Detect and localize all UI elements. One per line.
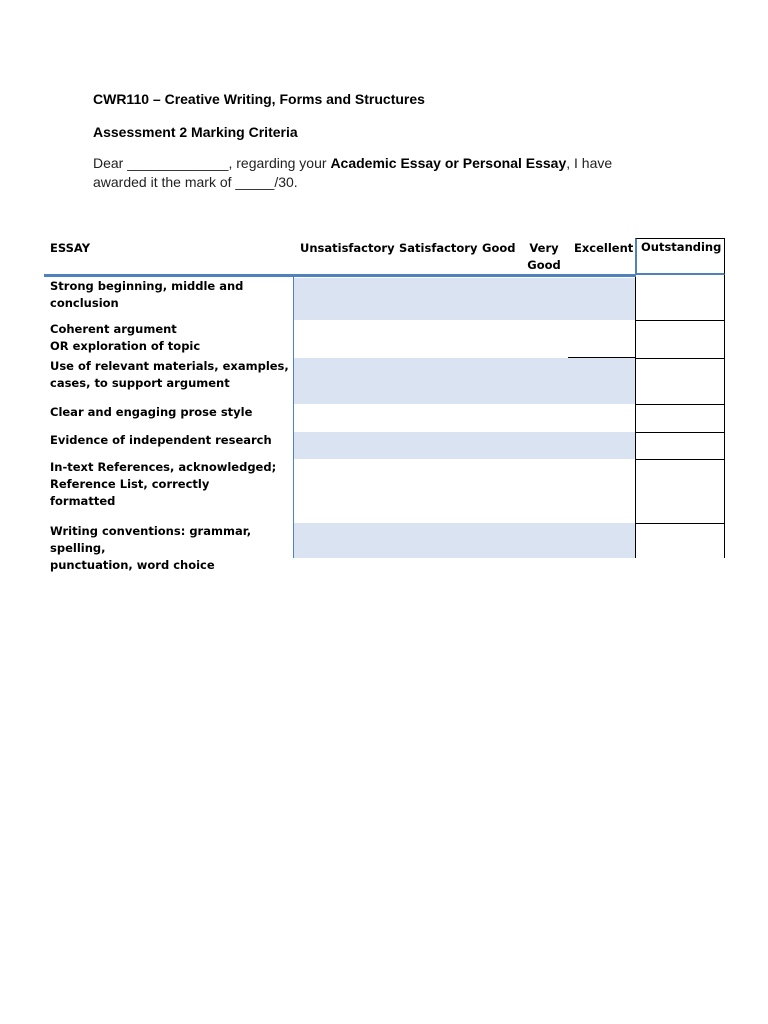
row-divider <box>635 523 725 524</box>
row-divider <box>568 357 635 358</box>
row-divider <box>635 432 725 433</box>
row-divider <box>635 459 725 460</box>
criterion-label: Coherent argument OR exploration of topic <box>50 322 201 353</box>
row-band <box>293 278 635 320</box>
row-divider <box>635 358 725 359</box>
criterion-label: Strong beginning, middle and conclusion <box>50 279 244 310</box>
column-header-good: Good <box>482 241 516 255</box>
name-blank: _____________ <box>127 155 229 171</box>
assessment-title: Assessment 2 Marking Criteria <box>93 124 298 140</box>
table-corner-label: ESSAY <box>50 241 91 255</box>
criterion-label: Evidence of independent research <box>50 433 272 447</box>
row-band <box>293 432 635 459</box>
row-band <box>293 358 635 404</box>
mark-blank: _____ <box>235 174 275 190</box>
have-text: , I have <box>566 155 613 171</box>
out-of-text: /30. <box>274 174 298 190</box>
row-divider <box>635 404 725 405</box>
column-header-unsatisfactory: Unsatisfactory <box>300 241 395 255</box>
row-band <box>293 523 635 558</box>
course-title: CWR110 – Creative Writing, Forms and Structures <box>93 91 425 107</box>
intro-paragraph <box>93 154 653 192</box>
outstanding-column <box>635 275 725 558</box>
column-header-outstanding: Outstanding <box>641 240 722 254</box>
regarding-text: , regarding your <box>228 155 327 171</box>
essay-type: Academic Essay or Personal Essay <box>330 155 567 171</box>
column-header-very-good: Very Good <box>527 241 561 272</box>
column-header-excellent: Excellent <box>574 241 634 255</box>
marking-criteria-table <box>44 238 726 572</box>
criterion-label: Writing conventions: grammar, spelling, punctuation, word choice <box>50 524 252 572</box>
dear-text: Dear <box>93 155 124 171</box>
column-divider <box>293 276 294 558</box>
header-rule <box>44 274 636 277</box>
column-header-satisfactory: Satisfactory <box>399 241 478 255</box>
criterion-label: In-text References, acknowledged; Reference List, correctly formatted <box>50 460 277 508</box>
awarded-text: awarded it the mark of <box>93 174 232 190</box>
criterion-label: Use of relevant materials, examples, cases, to support argument <box>50 359 289 390</box>
criterion-label: Clear and engaging prose style <box>50 405 253 419</box>
row-divider <box>635 320 725 321</box>
